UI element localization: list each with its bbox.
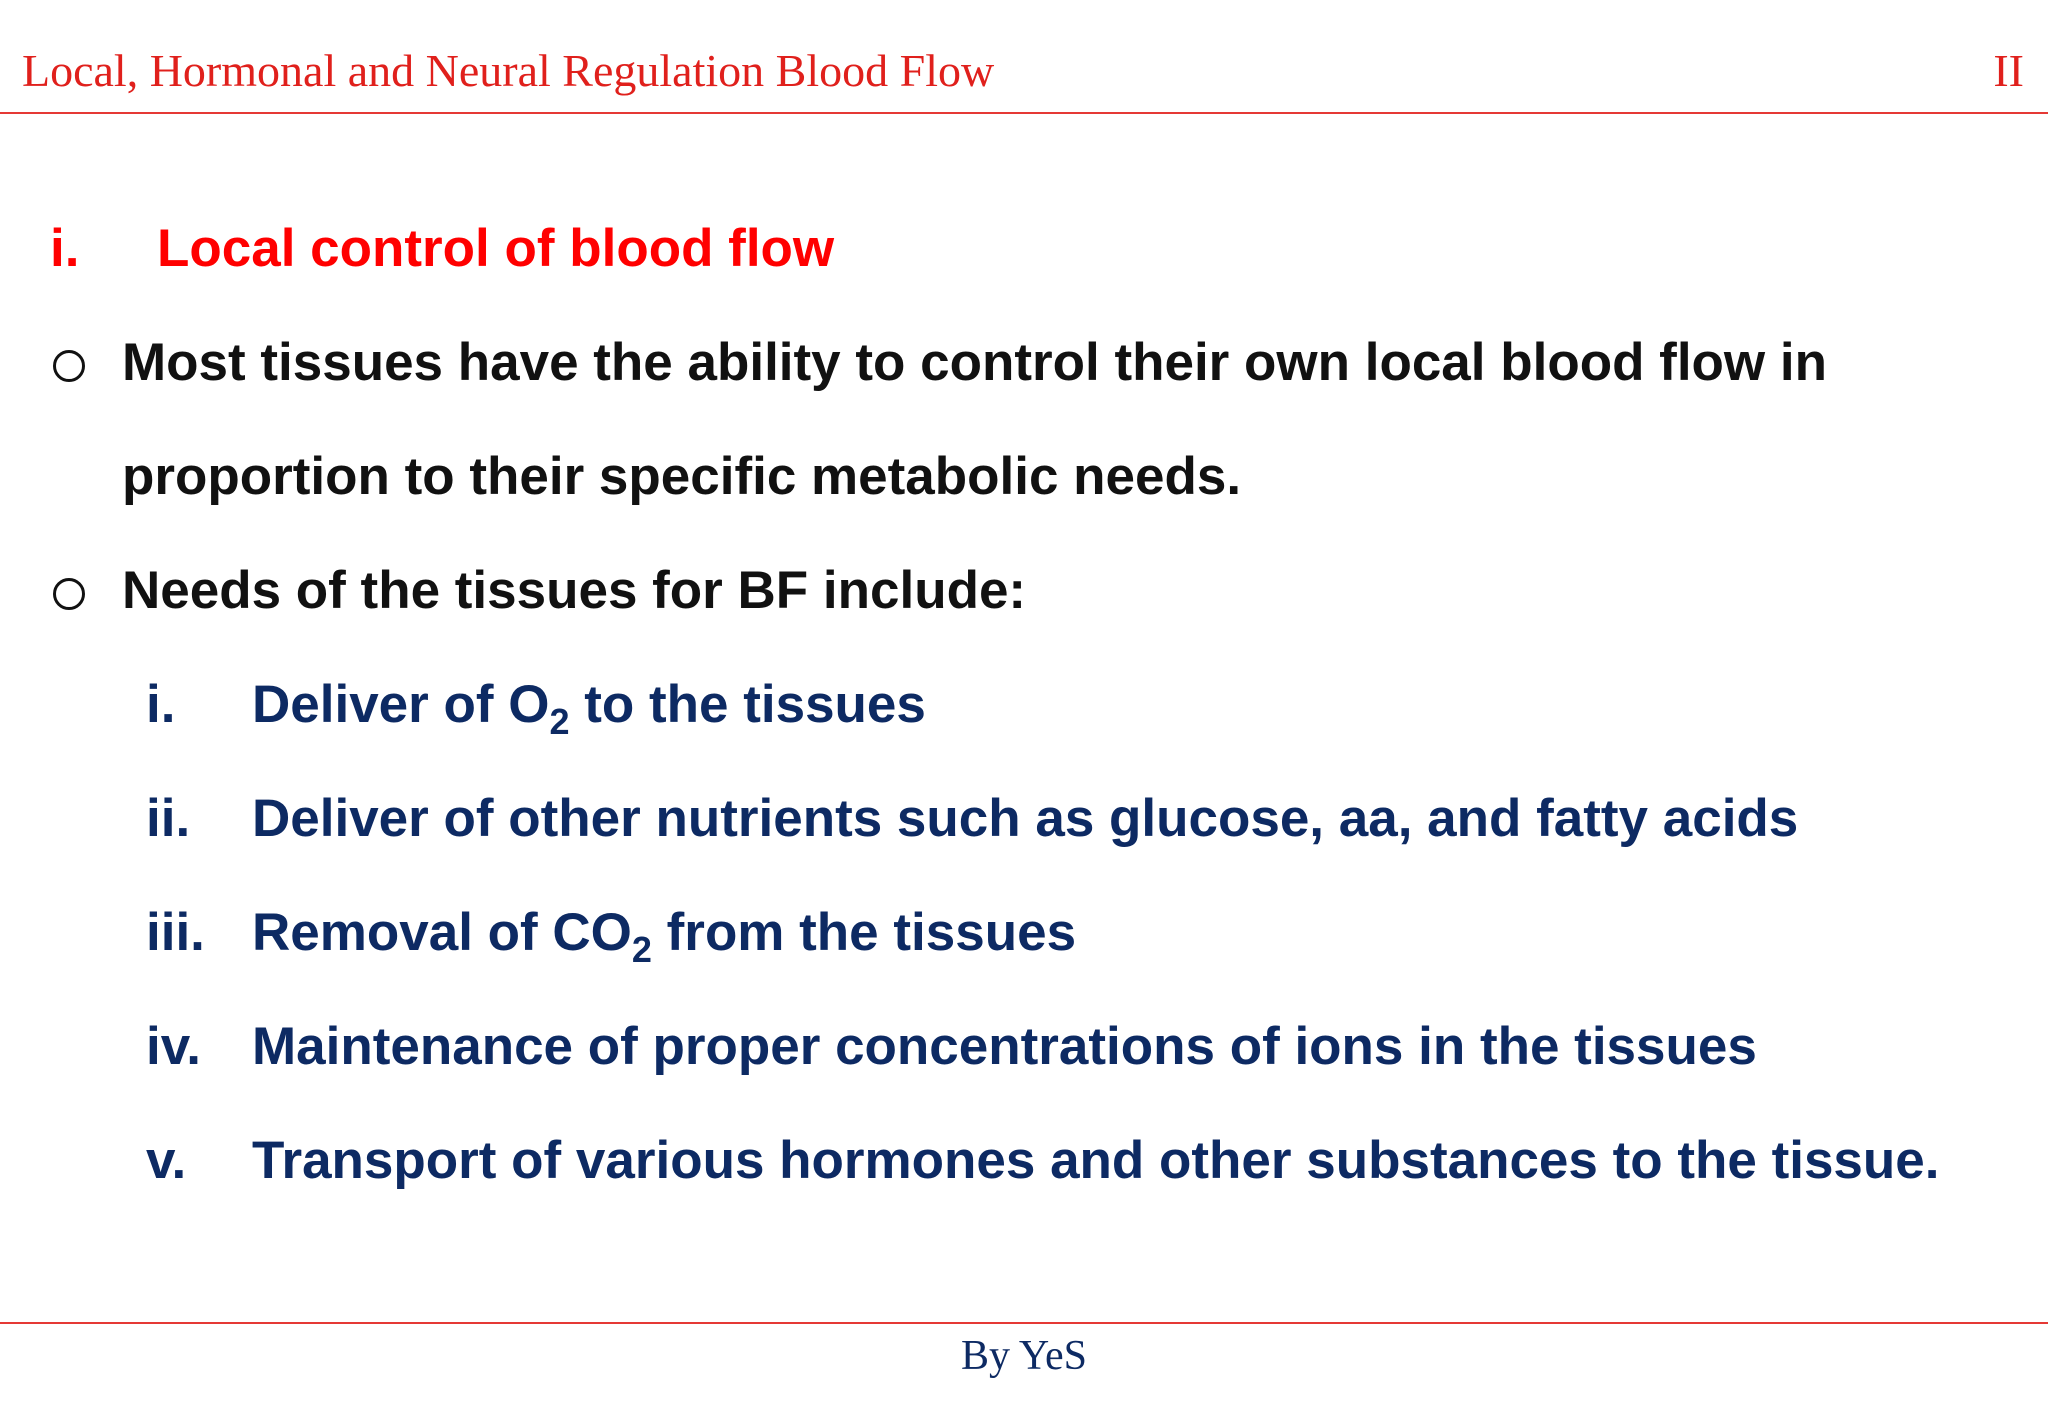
hollow-circle-bullet-icon xyxy=(53,578,85,610)
bullet-1-line-1: Most tissues have the ability to control their own local blood flow in xyxy=(122,333,1827,392)
needs-item-2-number: ii. xyxy=(146,789,191,848)
footer-divider xyxy=(0,1322,2048,1324)
slide-header xyxy=(0,0,2048,114)
needs-item-5-number: v. xyxy=(146,1131,187,1190)
needs-item-4-text: Maintenance of proper concentrations of ions in the tissues xyxy=(252,1017,1757,1076)
bullet-2-line-1: Needs of the tissues for BF include: xyxy=(122,561,1027,620)
hollow-circle-bullet-icon xyxy=(53,350,85,382)
slide-title: Local, Hormonal and Neural Regulation Blood Flow xyxy=(22,45,995,96)
needs-item-2-text: Deliver of other nutrients such as glucose, aa, and fatty acids xyxy=(252,789,1799,848)
page-label: II xyxy=(1993,45,2024,96)
section-number: i. xyxy=(50,219,80,278)
footer-author: By YeS xyxy=(960,1333,1088,1379)
needs-item-3-number: iii. xyxy=(146,903,205,962)
bullet-1-line-2: proportion to their specific metabolic needs. xyxy=(122,447,1242,506)
needs-item-3-text: Removal of $CO_2$ from the tissues xyxy=(252,903,1077,970)
needs-item-1-text: Deliver of $O_2$ to the tissues xyxy=(252,675,926,742)
section-title: Local control of blood flow xyxy=(157,219,835,278)
needs-item-5-text: Transport of various hormones and other substances to the tissue. xyxy=(252,1131,1940,1190)
needs-item-1-number: i. xyxy=(146,675,176,734)
needs-item-4-number: iv. xyxy=(146,1017,201,1076)
